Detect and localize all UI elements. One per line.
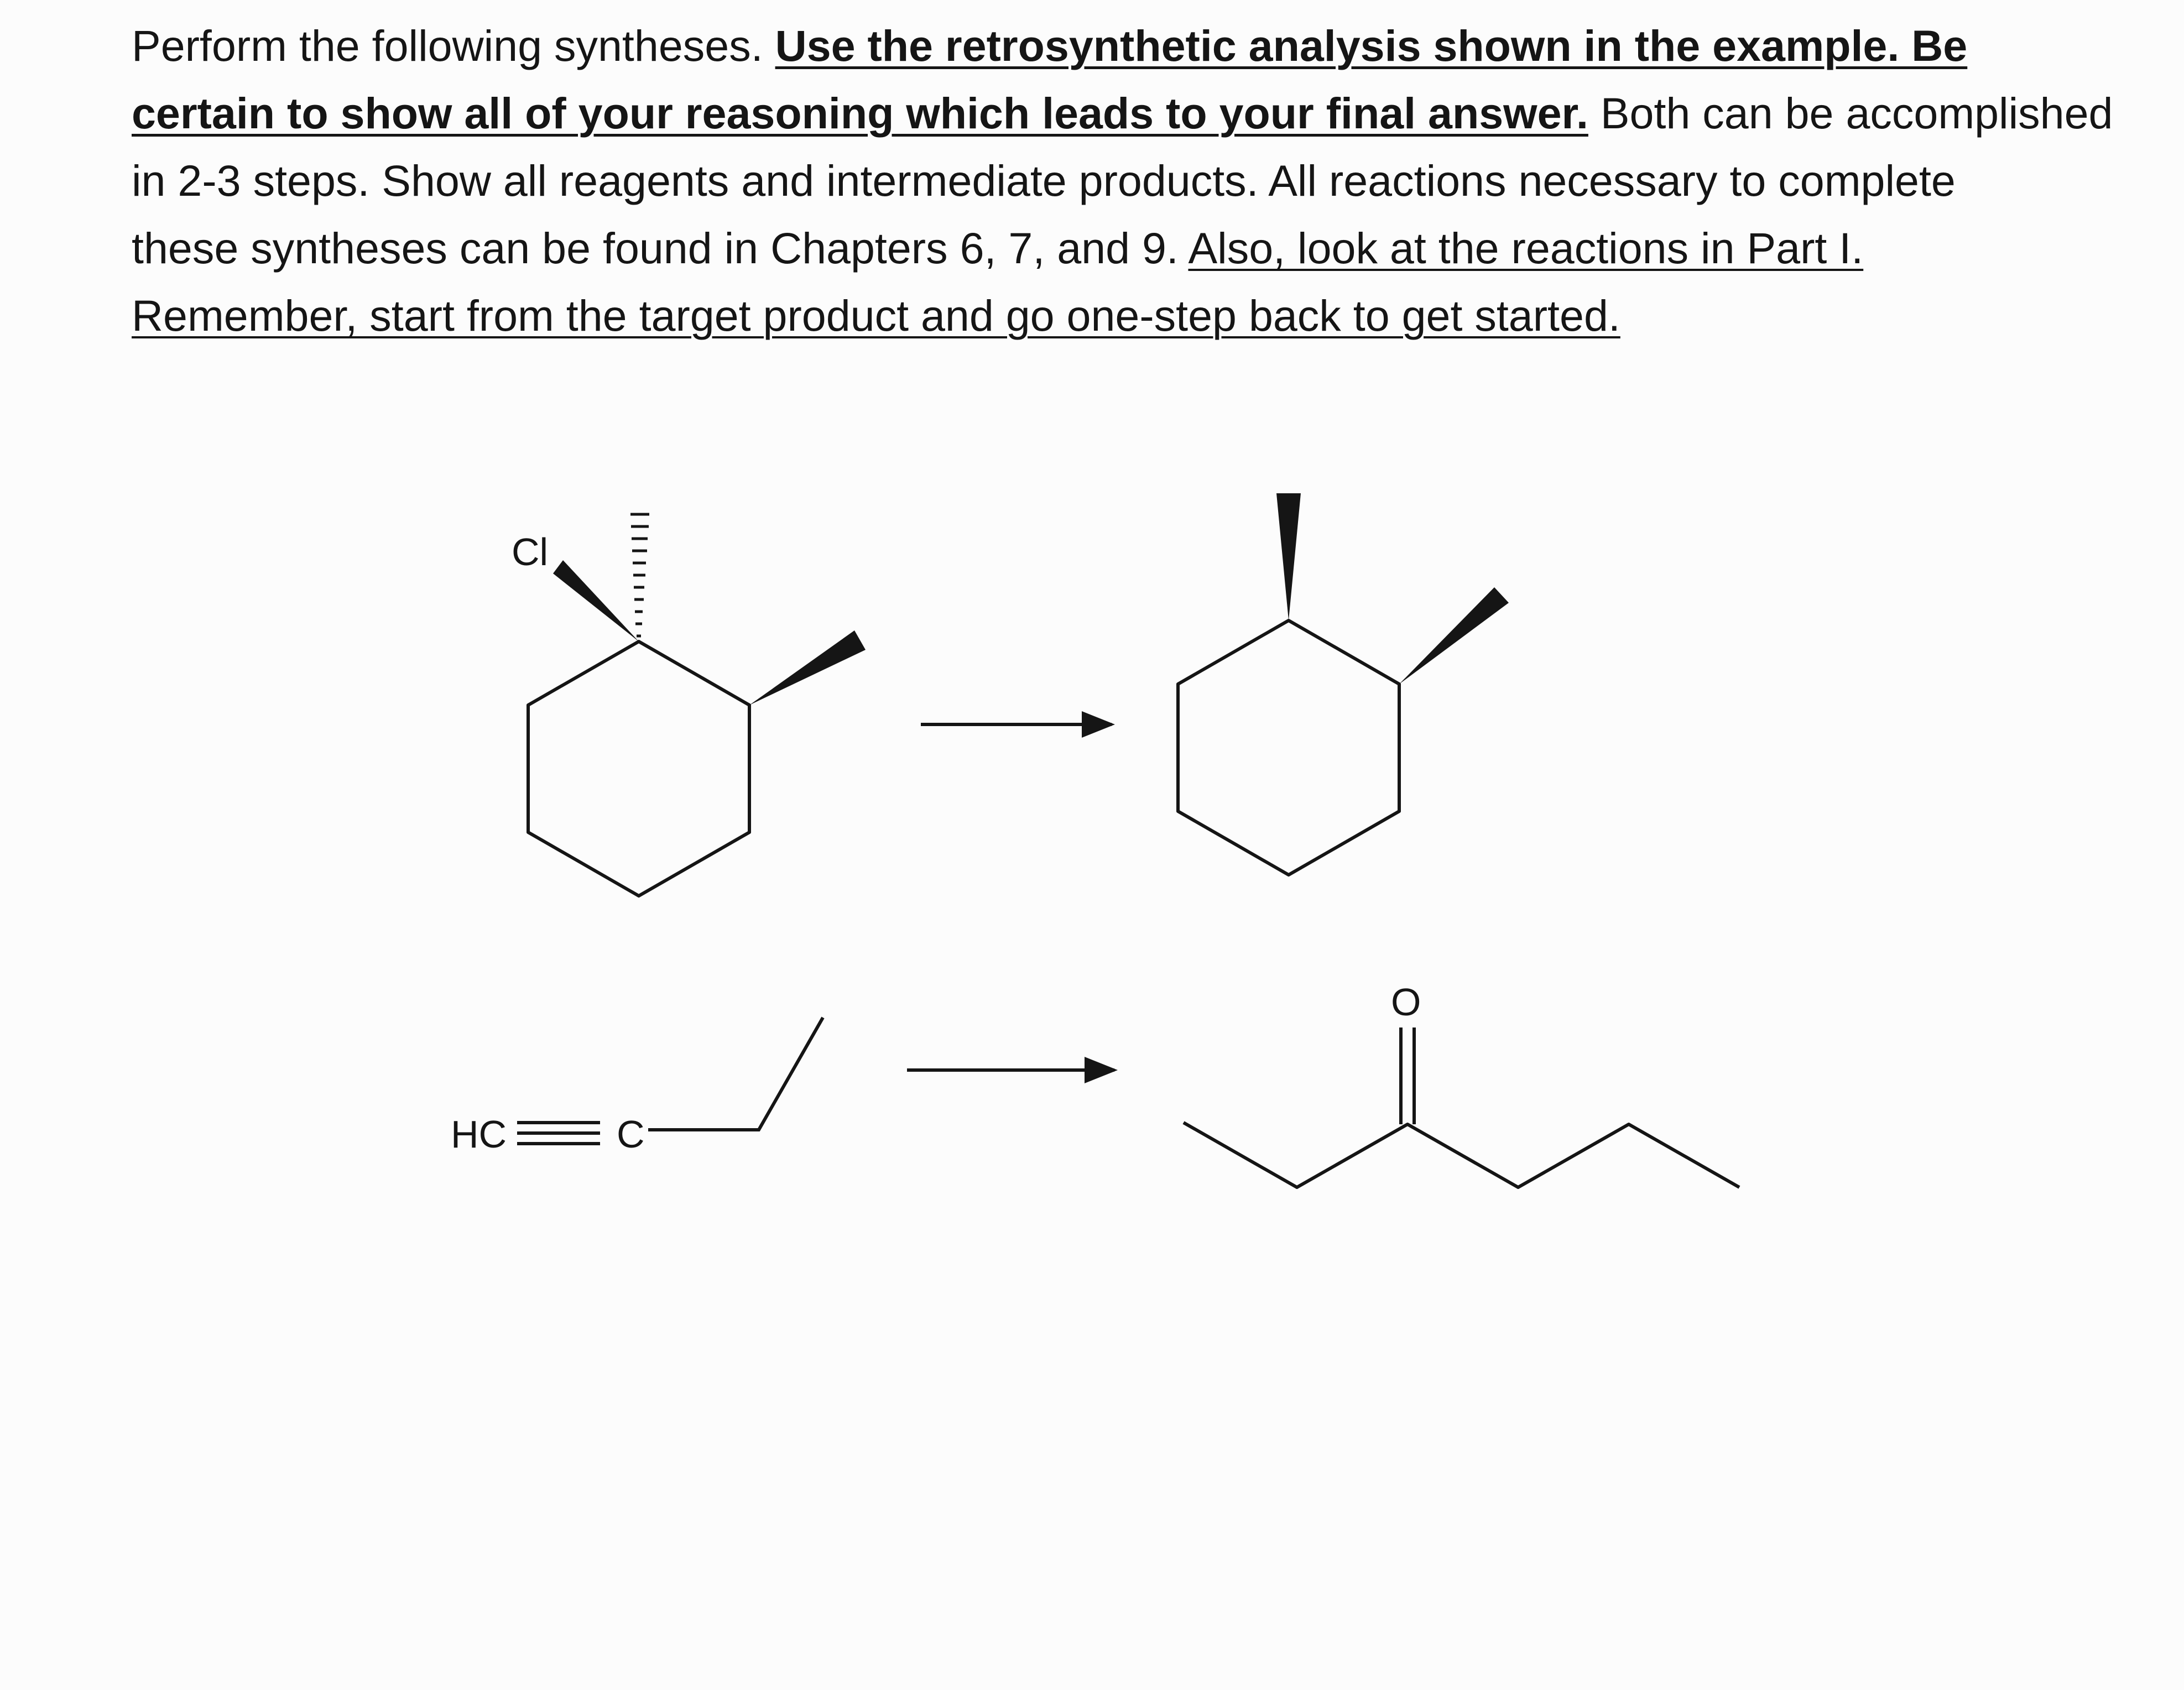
steps-text-part-1: Both can be accomplished xyxy=(1588,88,2113,138)
c-label: C xyxy=(617,1113,645,1156)
chapters-text: these syntheses can be found in Chapters 6, 7, and 9. xyxy=(132,223,1189,273)
emphasis-text-part-1: Use the retrosynthetic analysis shown in the example. Be xyxy=(775,21,1968,70)
problem1-starting-material xyxy=(528,514,866,896)
oxygen-label: O xyxy=(1391,980,1421,1024)
emphasis-text-part-2: certain to show all of your reasoning which leads to your final answer. xyxy=(132,88,1588,138)
cyclohexane-ring xyxy=(528,641,749,896)
wedge-bond-methyl xyxy=(749,630,866,705)
steps-text-part-2: in 2-3 steps. Show all reagents and intermediate products. All reactions necessary to complete xyxy=(132,156,1956,205)
retro-hint: Remember, start from the target product and go one-step back to get started. xyxy=(132,291,1620,340)
intro-text: Perform the following syntheses. xyxy=(132,21,775,70)
problem2-product xyxy=(1184,1027,1739,1187)
wedge-bond-to-cl xyxy=(553,560,639,641)
ketone-chain xyxy=(1184,1123,1739,1187)
part-one-hint: Also, look at the reactions in Part I. xyxy=(1188,223,1864,273)
chlorine-label: Cl xyxy=(512,530,549,573)
hc-label: HC xyxy=(451,1113,507,1156)
problem2-starting-material xyxy=(517,1018,823,1144)
ethyl-chain xyxy=(648,1018,823,1130)
wedge-bond-methyl-up xyxy=(1276,493,1301,620)
hashed-bond-methyl xyxy=(630,514,649,636)
problem1-product xyxy=(1178,493,1509,875)
wedge-bond-methyl-right xyxy=(1399,587,1509,684)
cyclohexane-ring-product xyxy=(1178,620,1399,875)
